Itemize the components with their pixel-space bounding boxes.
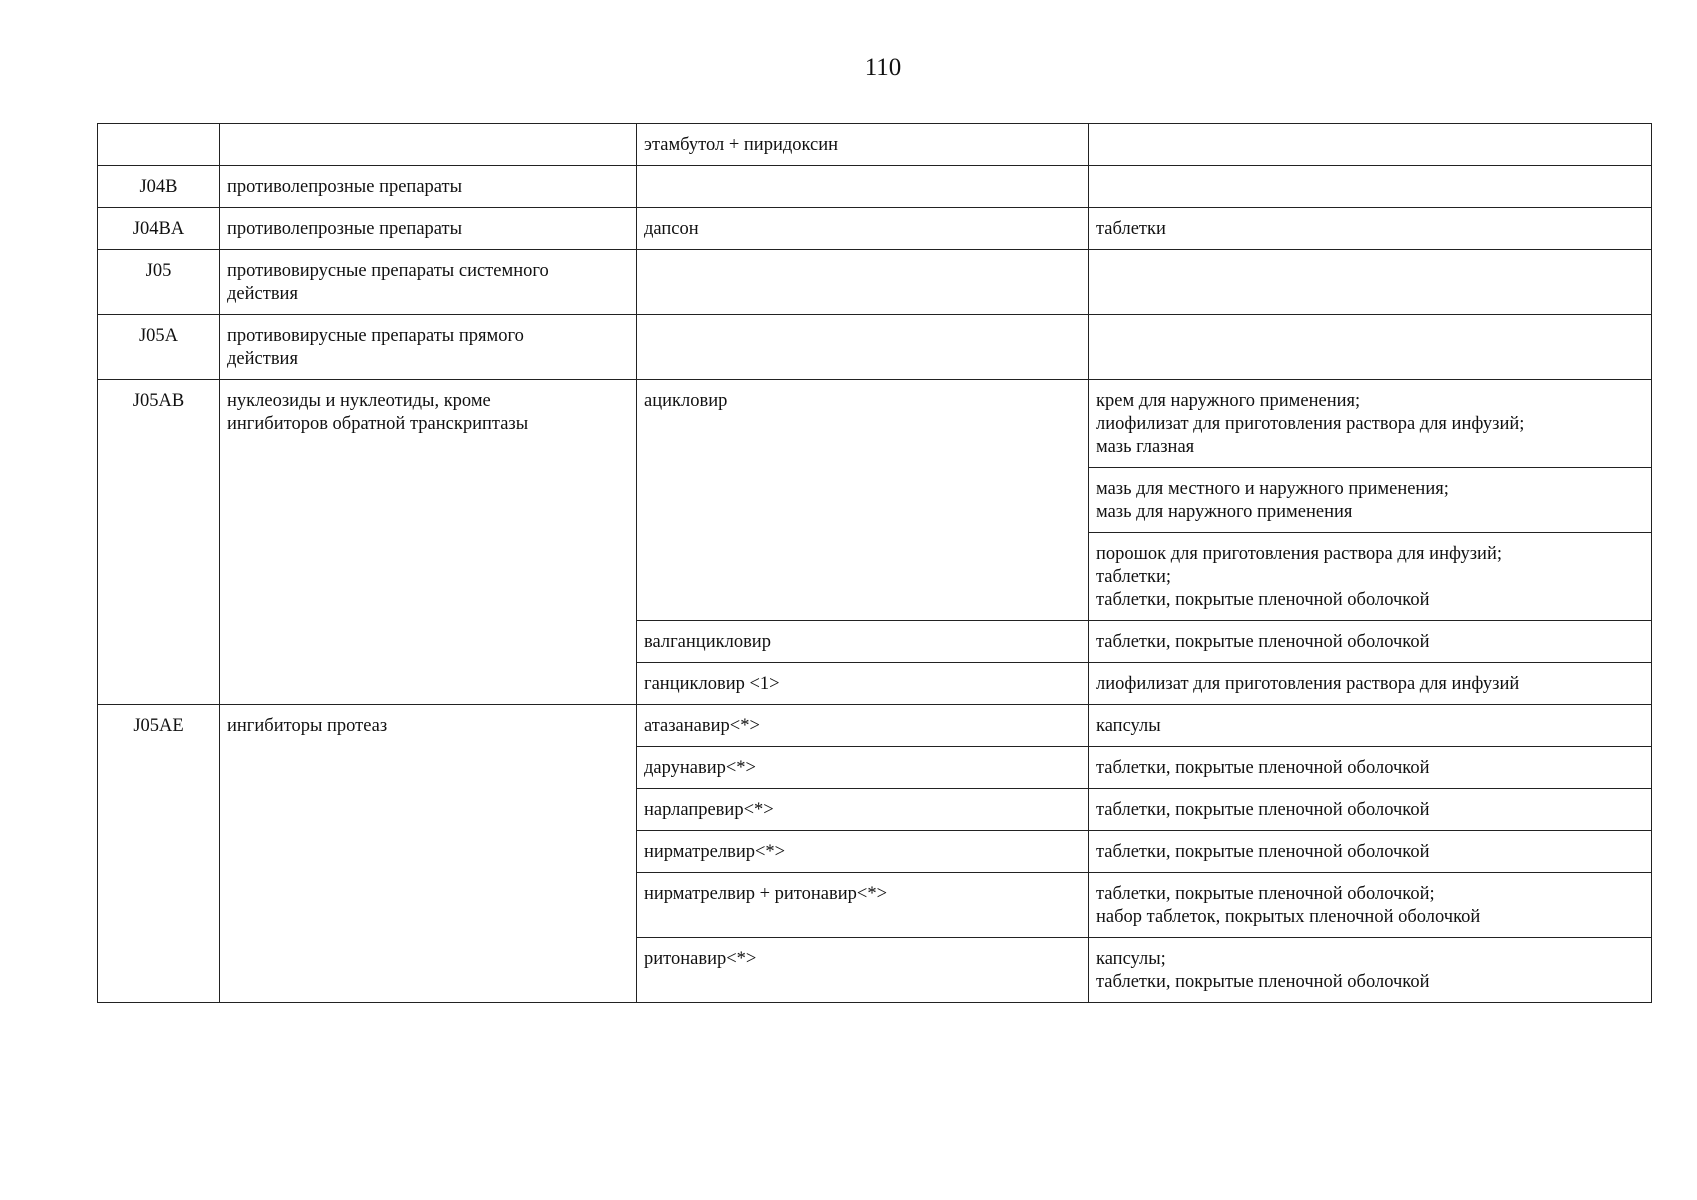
drug-name-cell bbox=[637, 166, 1089, 208]
dosage-form-cell bbox=[1089, 166, 1652, 208]
drug-name-cell: нарлапревир<*> bbox=[637, 789, 1089, 831]
cell-line: мазь глазная bbox=[1096, 437, 1195, 457]
dosage-form-cell bbox=[1089, 380, 1652, 468]
dosage-form-cell bbox=[1089, 533, 1652, 621]
dosage-form-cell bbox=[1089, 663, 1652, 705]
drug-name-cell: ритонавир<*> bbox=[637, 938, 1089, 1003]
cell-line: крем для наружного применения; bbox=[1096, 391, 1361, 411]
cell-line: лиофилизат для приготовления раствора для инфузий bbox=[1096, 674, 1520, 694]
dosage-form-cell bbox=[1089, 124, 1652, 166]
dosage-form-cell bbox=[1089, 250, 1652, 315]
cell-line: таблетки, покрытые пленочной оболочкой bbox=[1096, 972, 1430, 992]
drug-name-cell: нирматрелвир<*> bbox=[637, 831, 1089, 873]
cell-line: противолепрозные препараты bbox=[227, 219, 463, 239]
drug-name-cell: этамбутол + пиридоксин bbox=[637, 124, 1089, 166]
table-row bbox=[98, 315, 1652, 380]
drug-name-cell: дарунавир<*> bbox=[637, 747, 1089, 789]
table-row bbox=[98, 166, 1652, 208]
cell-line: капсулы bbox=[1096, 716, 1161, 736]
cell-line: нуклеозиды и нуклеотиды, кроме bbox=[227, 391, 491, 411]
dosage-form-cell bbox=[1089, 789, 1652, 831]
cell-line: набор таблеток, покрытых пленочной оболочкой bbox=[1096, 907, 1481, 927]
group-name-cell bbox=[220, 250, 637, 315]
dosage-form-cell bbox=[1089, 873, 1652, 938]
drug-name-cell: атазанавир<*> bbox=[637, 705, 1089, 747]
cell-line: противовирусные препараты прямого bbox=[227, 326, 524, 346]
group-name-cell bbox=[220, 124, 637, 166]
cell-line: лиофилизат для приготовления раствора для инфузий; bbox=[1096, 414, 1525, 434]
drug-name-cell: нирматрелвир + ритонавир<*> bbox=[637, 873, 1089, 938]
dosage-form-cell bbox=[1089, 938, 1652, 1003]
table-row bbox=[98, 208, 1652, 250]
cell-line: действия bbox=[227, 349, 298, 369]
atc-code-cell: J05A bbox=[98, 315, 220, 380]
group-name-cell bbox=[220, 380, 637, 705]
drug-name-cell: дапсон bbox=[637, 208, 1089, 250]
table-row bbox=[98, 124, 1652, 166]
cell-line: противовирусные препараты системного bbox=[227, 261, 549, 281]
group-name-cell bbox=[220, 315, 637, 380]
cell-line: капсулы; bbox=[1096, 949, 1166, 969]
cell-line: таблетки, покрытые пленочной оболочкой bbox=[1096, 800, 1430, 820]
dosage-form-cell bbox=[1089, 208, 1652, 250]
dosage-form-cell bbox=[1089, 831, 1652, 873]
cell-line: таблетки, покрытые пленочной оболочкой bbox=[1096, 758, 1430, 778]
atc-code-cell: J04BA bbox=[98, 208, 220, 250]
drug-name-cell bbox=[637, 315, 1089, 380]
cell-line: ингибиторов обратной транскриптазы bbox=[227, 414, 529, 434]
table-row bbox=[98, 705, 1652, 747]
drug-name-cell: ганцикловир <1> bbox=[637, 663, 1089, 705]
cell-line: мазь для местного и наружного применения; bbox=[1096, 479, 1449, 499]
table-body bbox=[98, 124, 1652, 1003]
cell-line: таблетки; bbox=[1096, 567, 1172, 587]
drug-name-cell bbox=[637, 250, 1089, 315]
cell-line: противолепрозные препараты bbox=[227, 177, 463, 197]
cell-line: таблетки bbox=[1096, 219, 1166, 239]
group-name-cell bbox=[220, 166, 637, 208]
atc-code-cell: J05AE bbox=[98, 705, 220, 1003]
drug-name-cell: валганцикловир bbox=[637, 621, 1089, 663]
cell-line: таблетки, покрытые пленочной оболочкой bbox=[1096, 590, 1430, 610]
dosage-form-cell bbox=[1089, 468, 1652, 533]
dosage-form-cell bbox=[1089, 621, 1652, 663]
group-name-cell bbox=[220, 705, 637, 1003]
cell-line: ингибиторы протеаз bbox=[227, 716, 388, 736]
dosage-form-cell bbox=[1089, 747, 1652, 789]
drug-name-cell: ацикловир bbox=[637, 380, 1089, 621]
drug-list-table bbox=[97, 123, 1652, 1003]
cell-line: таблетки, покрытые пленочной оболочкой bbox=[1096, 632, 1430, 652]
dosage-form-cell bbox=[1089, 705, 1652, 747]
cell-line: таблетки, покрытые пленочной оболочкой; bbox=[1096, 884, 1435, 904]
cell-line: порошок для приготовления раствора для инфузий; bbox=[1096, 544, 1502, 564]
cell-line: мазь для наружного применения bbox=[1096, 502, 1353, 522]
dosage-form-cell bbox=[1089, 315, 1652, 380]
group-name-cell bbox=[220, 208, 637, 250]
cell-line: таблетки, покрытые пленочной оболочкой bbox=[1096, 842, 1430, 862]
table-row bbox=[98, 250, 1652, 315]
table-row bbox=[98, 380, 1652, 468]
cell-line: действия bbox=[227, 284, 298, 304]
page-number: 110 bbox=[864, 54, 902, 81]
atc-code-cell: J05 bbox=[98, 250, 220, 315]
atc-code-cell: J05AB bbox=[98, 380, 220, 705]
atc-code-cell: J04B bbox=[98, 166, 220, 208]
atc-code-cell bbox=[98, 124, 220, 166]
